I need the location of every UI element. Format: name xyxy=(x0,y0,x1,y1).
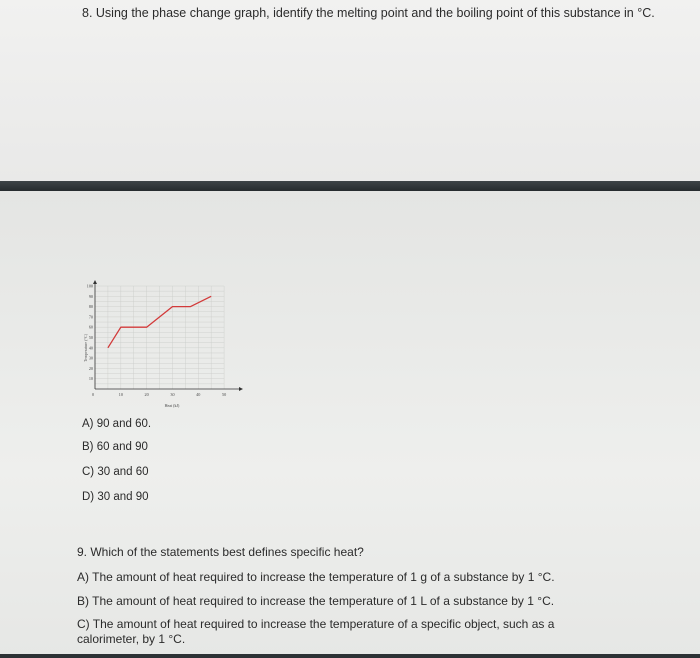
x-axis-arrow xyxy=(239,387,243,391)
y-tick-label: 10 xyxy=(88,376,93,382)
x-axis-label: Heat (kJ) xyxy=(164,403,180,408)
y-tick-label: 40 xyxy=(88,345,93,351)
q9-choice-c[interactable]: C) The amount of heat required to increase the temperature of a specific object, such as a xyxy=(77,617,555,631)
y-tick-label: 80 xyxy=(88,304,93,310)
x-tick-label: 50 xyxy=(221,392,227,397)
q9-choice-b[interactable]: B) The amount of heat required to increase the temperature of 1 L of a substance by 1 °C. xyxy=(77,594,555,608)
x-tick-label: 10 xyxy=(118,392,123,397)
y-tick-label: 90 xyxy=(88,293,93,299)
y-tick-label: 50 xyxy=(88,335,93,340)
x-tick-label: 0 xyxy=(91,392,95,397)
x-tick-label: 40 xyxy=(196,392,201,397)
q8-choice-b[interactable]: B) 60 and 90 xyxy=(82,441,148,453)
y-tick-label: 20 xyxy=(88,365,93,371)
y-tick-label: 70 xyxy=(88,314,93,320)
phase-change-graph xyxy=(80,276,248,410)
q8-choice-a[interactable]: A) 90 and 60. xyxy=(82,418,152,430)
y-tick-label: 100 xyxy=(86,283,93,289)
x-tick-label: 20 xyxy=(144,392,149,397)
x-tick-label: 30 xyxy=(170,392,175,397)
top-panel xyxy=(0,0,700,181)
y-axis-label: Temperature (°C) xyxy=(83,333,88,363)
q9-choice-c-continued: calorimeter, by 1 °C. xyxy=(77,632,186,646)
y-tick-label: 30 xyxy=(88,355,93,361)
graph-ticks xyxy=(87,284,226,398)
q9-choice-a[interactable]: A) The amount of heat required to increase the temperature of 1 g of a substance by 1 °C. xyxy=(77,570,555,584)
y-axis-arrow xyxy=(93,280,97,284)
y-tick-label: 60 xyxy=(88,324,93,330)
q8-choice-c[interactable]: C) 30 and 60 xyxy=(82,466,149,478)
divider-bar xyxy=(0,181,700,191)
question-9: 9. Which of the statements best defines specific heat? xyxy=(77,545,364,559)
q8-choice-d[interactable]: D) 30 and 90 xyxy=(82,491,149,503)
bottom-bar xyxy=(0,654,700,658)
question-8: 8. Using the phase change graph, identify the melting point and the boiling point of this substance in °C. xyxy=(82,6,655,20)
